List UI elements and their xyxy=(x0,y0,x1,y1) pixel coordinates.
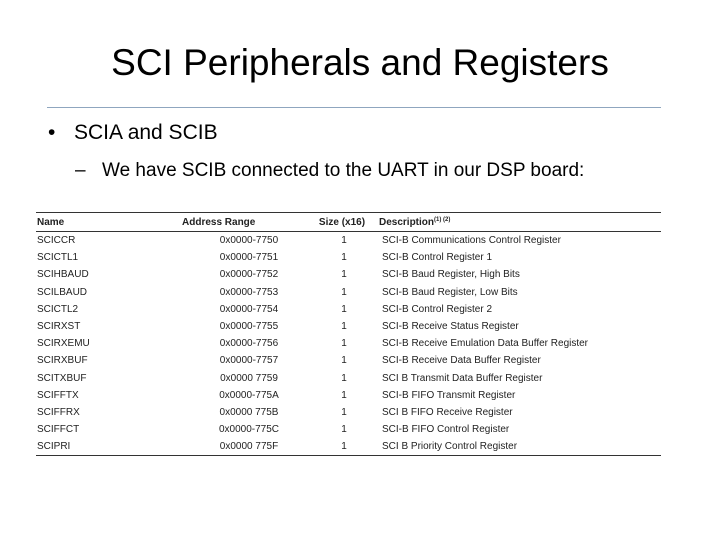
table-row xyxy=(36,232,661,249)
register-address: 0x0000-7750 xyxy=(219,235,279,247)
header-description xyxy=(372,217,661,228)
register-description: SCI-B Receive Status Register xyxy=(382,321,519,333)
register-address: 0x0000-7754 xyxy=(219,303,279,315)
header-description-notes: (1) (2) xyxy=(434,216,451,223)
register-description: SCI-B Control Register 1 xyxy=(382,252,493,264)
register-name: SCIRXBUF xyxy=(37,355,88,367)
register-size: 1 xyxy=(341,441,347,453)
table-row xyxy=(36,284,661,301)
register-address: 0x0000-7755 xyxy=(219,321,279,333)
register-size: 1 xyxy=(341,321,347,333)
header-size: Size (x16) xyxy=(318,216,366,228)
register-size: 1 xyxy=(341,355,347,367)
register-name: SCIRXEMU xyxy=(37,338,90,350)
register-size: 1 xyxy=(341,269,347,281)
table-row xyxy=(36,301,661,318)
register-address: 0x0000-7751 xyxy=(219,252,279,264)
register-size: 1 xyxy=(341,424,347,436)
register-size: 1 xyxy=(341,286,347,298)
register-name: SCIFFRX xyxy=(37,406,80,418)
table-row xyxy=(36,249,661,266)
bullet-dot: • xyxy=(48,121,56,144)
register-description: SCI-B FIFO Transmit Register xyxy=(382,389,516,401)
register-size: 1 xyxy=(341,406,347,418)
register-size: 1 xyxy=(341,338,347,350)
register-address: 0x0000-7752 xyxy=(219,269,279,281)
bullet-main-text: SCIA and SCIB xyxy=(74,121,218,144)
slide-title: SCI Peripherals and Registers xyxy=(111,42,609,83)
register-table xyxy=(36,212,661,456)
register-description: SCI B Priority Control Register xyxy=(382,441,518,453)
register-name: SCIFFTX xyxy=(37,389,79,401)
table-body xyxy=(36,232,661,455)
table-row xyxy=(36,352,661,369)
register-address: 0x0000-7757 xyxy=(219,355,279,367)
register-address: 0x0000 775F xyxy=(219,441,279,453)
table-row xyxy=(36,387,661,404)
register-address: 0x0000-775C xyxy=(218,424,280,436)
table-row xyxy=(36,266,661,283)
register-name: SCIFFCT xyxy=(37,424,80,436)
register-name: SCICCR xyxy=(37,235,76,247)
register-name: SCICTL1 xyxy=(37,252,79,264)
register-description: SCI-B Receive Emulation Data Buffer Register xyxy=(382,338,589,350)
register-description: SCI-B Communications Control Register xyxy=(382,235,561,247)
header-address: Address Range xyxy=(182,216,256,228)
register-address: 0x0000-7756 xyxy=(219,338,279,350)
register-description: SCI-B Control Register 2 xyxy=(382,303,493,315)
register-size: 1 xyxy=(341,372,347,384)
register-name: SCIPRI xyxy=(37,441,71,453)
table-row xyxy=(36,438,661,455)
header-name: Name xyxy=(37,216,65,228)
register-name: SCILBAUD xyxy=(37,286,88,298)
register-address: 0x0000-775A xyxy=(219,389,279,401)
table-row xyxy=(36,370,661,387)
register-description: SCI-B Baud Register, Low Bits xyxy=(382,286,518,298)
register-description: SCI-B Receive Data Buffer Register xyxy=(382,355,541,367)
register-description: SCI B FIFO Receive Register xyxy=(382,406,513,418)
table-header xyxy=(36,213,661,232)
register-name: SCIHBAUD xyxy=(37,269,89,281)
table-row xyxy=(36,335,661,352)
table-row xyxy=(36,318,661,335)
register-address: 0x0000-7753 xyxy=(219,286,279,298)
register-description: SCI B Transmit Data Buffer Register xyxy=(382,372,543,384)
register-address: 0x0000 775B xyxy=(219,406,279,418)
register-size: 1 xyxy=(341,235,347,247)
register-name: SCIRXST xyxy=(37,321,81,333)
register-size: 1 xyxy=(341,389,347,401)
register-description: SCI-B FIFO Control Register xyxy=(382,424,510,436)
register-name: SCICTL2 xyxy=(37,303,79,315)
register-size: 1 xyxy=(341,252,347,264)
bullet-dash: – xyxy=(75,160,86,181)
register-size: 1 xyxy=(341,303,347,315)
table-row xyxy=(36,404,661,421)
header-description-label: Description xyxy=(379,216,435,228)
table-row xyxy=(36,421,661,438)
bullet-sub xyxy=(75,160,584,182)
bullet-sub-text: We have SCIB connected to the UART in our DSP board: xyxy=(102,160,585,181)
register-address: 0x0000 7759 xyxy=(220,372,278,384)
register-description: SCI-B Baud Register, High Bits xyxy=(382,269,520,281)
register-name: SCITXBUF xyxy=(37,372,87,384)
bullet-main xyxy=(48,121,218,145)
title-divider xyxy=(47,107,661,108)
